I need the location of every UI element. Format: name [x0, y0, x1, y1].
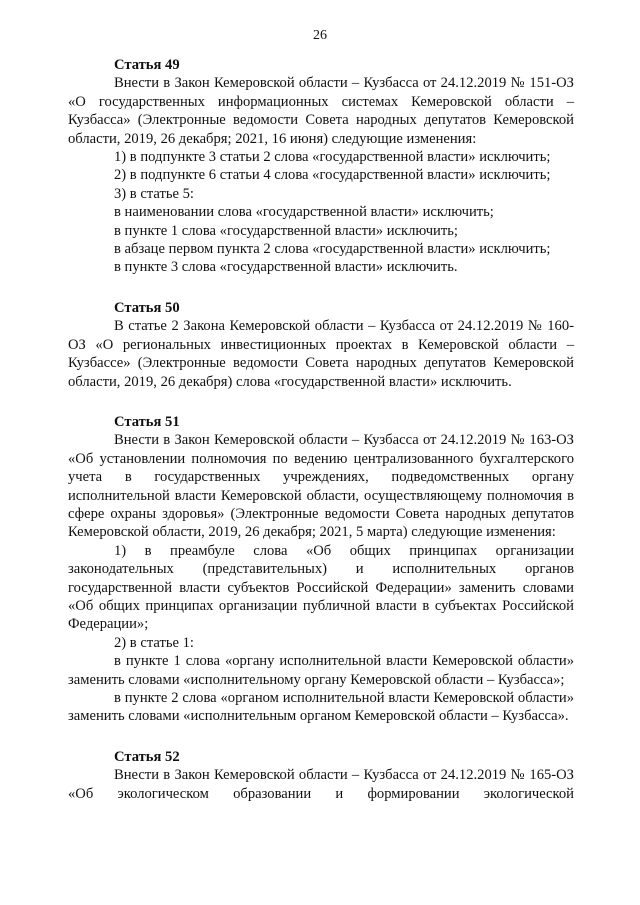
sub-item: в пункте 3 слова «государственной власти» исключить. [114, 259, 458, 276]
list-item: 1) в преамбуле слова «Об общих принципах организации законодательных (представительных) и исполнительных органов государственной власти субъектов Российской Федерации» заменить словами «Об общих принципах организации публичной власти в субъектах Российской Федерации»; [68, 542, 574, 633]
article-52 [68, 748, 574, 803]
article-51 [68, 413, 574, 726]
article-intro: Внести в Закон Кемеровской области – Кузбасса от 24.12.2019 № 163-ОЗ «Об установлении полномочия по ведению централизованного бухгалтерского учета в государственных учреждениях, подведомственных органу исполнительной власти Кемеровской области, осуществляющему полномочия в сфере охраны здоровья» (Электронные ведомости Совета народных депутатов Кемеровской области, 2019, 26 декабря; 2021, 5 марта) следующие изменения: [68, 432, 574, 541]
sub-item: в пункте 1 слова «органу исполнительной власти Кемеровской области» заменить словами «исполнительному органу Кемеровской области – Кузбасса»; [68, 653, 574, 688]
article-heading: Статья 52 [114, 748, 180, 765]
article-intro: Внести в Закон Кемеровской области – Кузбасса от 24.12.2019 № 165-ОЗ «Об экологическом образовании и формировании экологической [68, 767, 574, 802]
article-heading: Статья 50 [114, 299, 180, 316]
article-intro: В статье 2 Закона Кемеровской области – Кузбасса от 24.12.2019 № 160-ОЗ «О региональных инвестиционных проектах в Кемеровской области – Кузбассе» (Электронные ведомости Совета народных депутатов Кемеровской области, 2019, 26 декабря) слова «государственной власти» исключить. [68, 318, 574, 390]
article-50 [68, 299, 574, 391]
list-item: 1) в подпункте 3 статьи 2 слова «государственной власти» исключить; [114, 149, 551, 166]
page-number: 26 [313, 28, 327, 43]
document-body [68, 56, 574, 803]
sub-item: в пункте 1 слова «государственной власти» исключить; [114, 222, 458, 239]
sub-item: в абзаце первом пункта 2 слова «государственной власти» исключить; [114, 241, 551, 258]
article-heading: Статья 49 [114, 57, 180, 73]
article-heading: Статья 51 [114, 413, 180, 430]
list-item: 2) в статье 1: [114, 634, 194, 651]
sub-item: в пункте 2 слова «органом исполнительной власти Кемеровской области» заменить словами «исполнительным органом Кемеровской области – Кузбасса». [68, 690, 574, 725]
article-49 [68, 56, 574, 277]
article-intro: Внести в Закон Кемеровской области – Кузбасса от 24.12.2019 № 151-ОЗ «О государственных информационных системах Кемеровской области – Кузбасса» (Электронные ведомости Совета народных депутатов Кемеровской области, 2019, 26 декабря; 2021, 16 июня) следующие изменения: [68, 75, 574, 147]
sub-item: в наименовании слова «государственной власти» исключить; [114, 204, 494, 221]
list-item: 2) в подпункте 6 статьи 4 слова «государственной власти» исключить; [114, 167, 551, 184]
list-item: 3) в статье 5: [114, 185, 194, 202]
